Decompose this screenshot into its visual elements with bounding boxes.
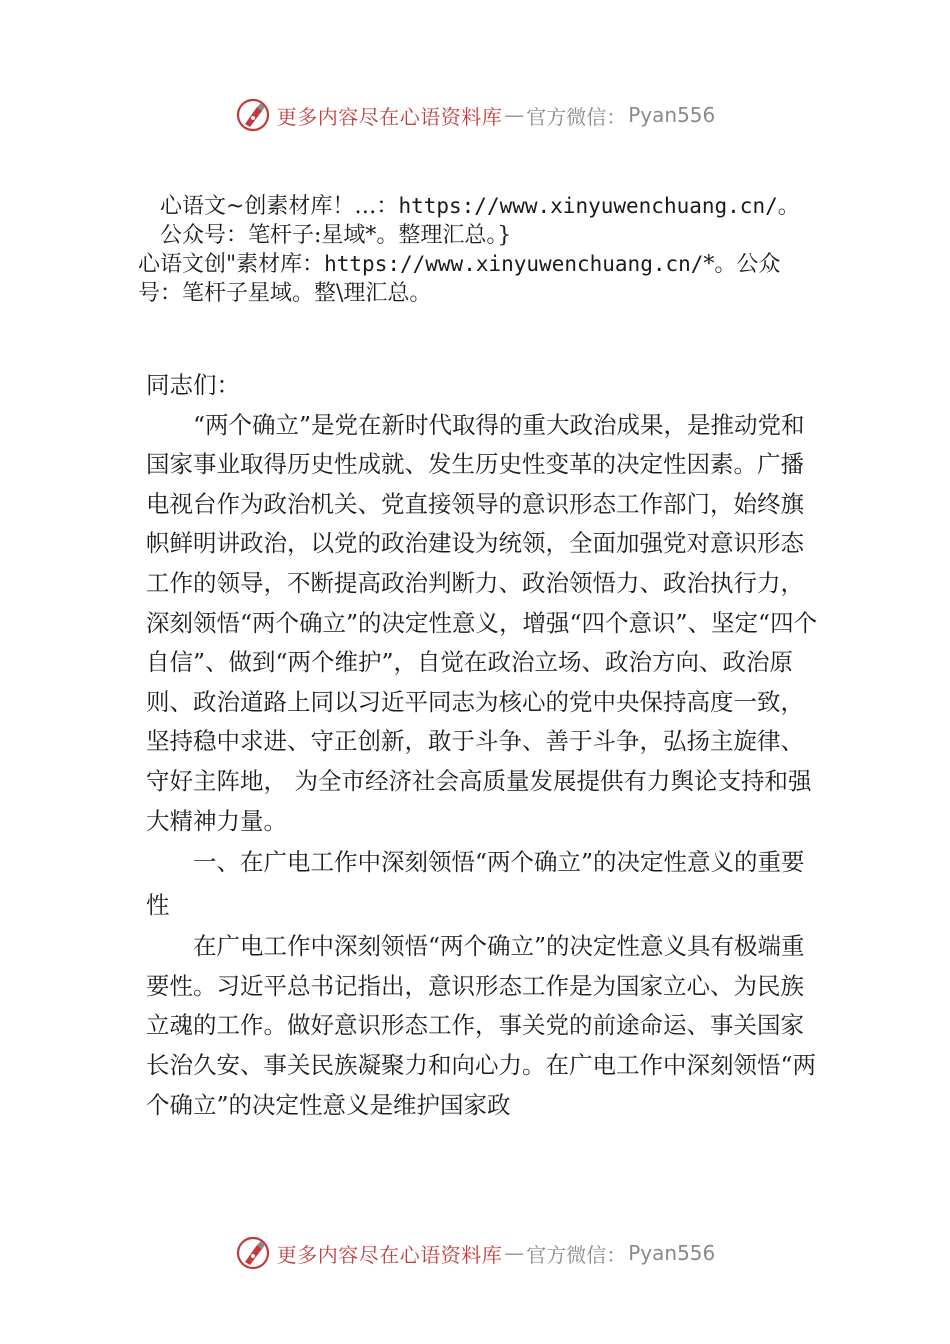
paragraph-1: “两个确立”是党在新时代取得的重大政治成果，是推动党和国家事业取得历史性成就、发生历史性变革的决定性因素。广播电视台作为政治机关、党直接领导的意识形态工作部门，始终旗帜鲜明讲政治，以党的政治建设为统领，全面加强党对意识形态工作的领导，不断提高政治判断力、政治领悟力、政治执行力，深刻领悟“两个确立”的决定性意义，增强“四个意识”、坚定“四个自信”、做到“两个维护”，自觉在政治立场、政治方向、政治原则、政治道路上同以习近平同志为核心的党中央保持高度一致，坚持稳中求进、守正创新，敢于斗争、善于斗争，弘扬主旋律、守好主阵地， 为全市经济社会高质量发展提供有力舆论支持和强大精神力量。 xyxy=(146,410,818,835)
header-line-1 xyxy=(138,192,838,221)
banner-text: 更多内容尽在心语资料库 xyxy=(276,1242,503,1267)
pen-nib-logo-icon xyxy=(235,1235,271,1271)
header-line-3-url: https://www.xinyuwenchuang.cn/ xyxy=(324,252,704,276)
banner-wechat-id: Pyan556 xyxy=(628,103,716,127)
top-banner xyxy=(0,95,950,135)
banner-wechat-label: 官方微信： xyxy=(526,104,627,129)
header-line-3-suffix: *。公众 xyxy=(703,252,781,277)
section-1-title: 一、在广电工作中深刻领悟“两个确立”的决定性意义的重要性 xyxy=(146,848,805,920)
banner-wechat-label: 官方微信： xyxy=(526,1242,627,1267)
header-line-1-prefix: 心语文~创素材库！…： xyxy=(160,194,399,219)
bottom-banner xyxy=(0,1233,950,1273)
greeting: 同志们： xyxy=(146,371,240,399)
banner-text: 更多内容尽在心语资料库 xyxy=(276,104,503,129)
banner-separator: — xyxy=(504,103,525,127)
banner-separator: — xyxy=(504,1241,525,1265)
header-line-3 xyxy=(138,250,838,279)
banner-wechat-id: Pyan556 xyxy=(628,1241,716,1265)
header-line-1-url: https://www.xinyuwenchuang.cn/ xyxy=(398,194,778,218)
header-line-2: 公众号：笔杆子:星域*。整理汇总。} xyxy=(160,223,512,248)
header-line-3-prefix: 心语文创"素材库： xyxy=(138,252,325,277)
paragraph-2: 在广电工作中深刻领悟“两个确立”的决定性意义具有极端重要性。习近平总书记指出，意识形态工作是为国家立心、为民族立魂的工作。做好意识形态工作，事关党的前途命运、事关国家长治久安、事关民族凝聚力和向心力。在广电工作中深刻领悟“两个确立”的决定性意义是维护国家政 xyxy=(146,932,817,1119)
header-line-4: 号：笔杆子星域。整\理汇总。 xyxy=(138,281,432,306)
source-header xyxy=(138,192,838,308)
header-line-1-suffix: 。 xyxy=(777,194,800,219)
pen-nib-logo-icon xyxy=(235,97,271,133)
document-body xyxy=(146,366,822,1125)
